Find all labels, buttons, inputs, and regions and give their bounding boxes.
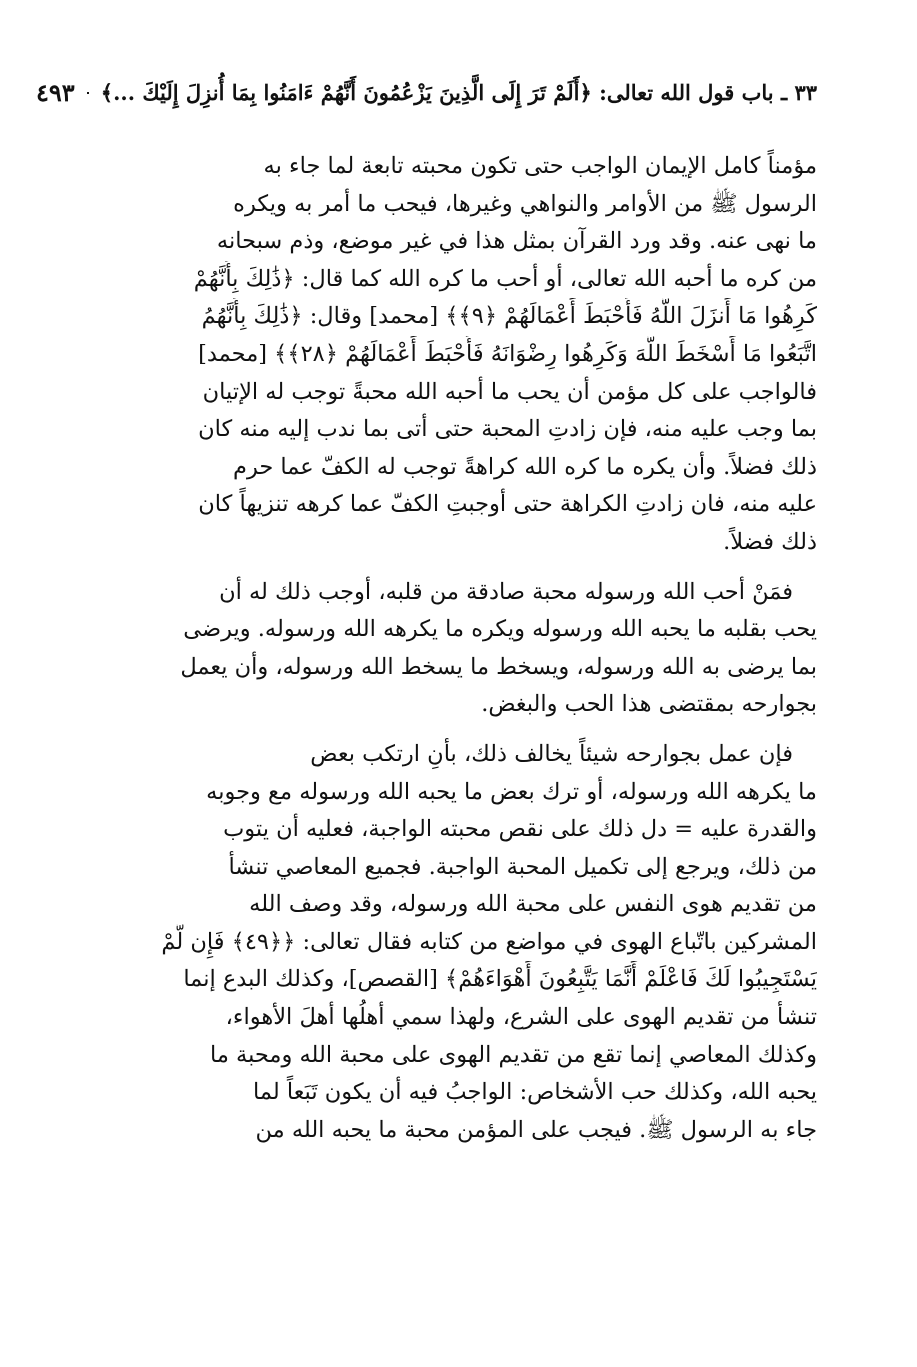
text-line: بجوارحه بمقتضى هذا الحب والبغض. [481,691,817,718]
text-line: ذلك فضلاً. [723,528,817,555]
text-line: وكذلك المعاصي إنما تقع من تقديم الهوى على محبة الله ومحبة ما [209,1041,817,1068]
quran-verse-line: يَسْتَجِيبُوا لَكَ فَاعْلَمْ أَنَّمَا يَتَّبِعُونَ أَهْوَاءَهُمْ﴾ [القصص]، وكذلك البدع إنما [183,966,817,993]
text-line: ما نهى عنه. وقد ورد القرآن بمثل هذا في غير موضع، وذم سبحانه [216,228,817,255]
paragraph-2 [100,574,817,724]
quran-verse-line: اتَّبَعُوا مَا أَسْخَطَ اللَّهَ وَكَرِهُوا رِضْوَانَهُ فَأَحْبَطَ أَعْمَالَهُمْ ﴿٢٨﴾﴾ [محمد] [198,340,817,367]
text-line: يحبه الله، وكذلك حب الأشخاص: الواجبُ فيه أن يكون تَبَعاً لما [252,1079,817,1106]
quran-verse-line: المشركين باتّباع الهوى في مواضع من كتابه فقال تعالى: ﴿﴿٤٩﴾ فَإِن لَّمْ [161,928,817,955]
text-line: من ذلك، ويرجع إلى تكميل المحبة الواجبة. فجميع المعاصي تنشأ [228,853,817,880]
chapter-title: ٣٣ ـ باب قول الله تعالى: ﴿أَلَمْ تَرَ إِلَى الَّذِينَ يَزْعُمُونَ أَنَّهُمْ ءَامَنُوا بِمَا أُنزِلَ إِلَيْكَ ...﴾ [100,80,817,105]
text-line: الرسول ﷺ من الأوامر والنواهي وغيرها، فيحب ما أمر به ويكره [233,190,817,217]
text-line: يحب بقلبه ما يحبه الله ورسوله ويكره ما يكرهه الله ورسوله. ويرضى [183,616,817,643]
running-header [36,78,817,107]
quran-verse-line: كَرِهُوا مَا أَنزَلَ اللَّهُ فَأَحْبَطَ أَعْمَالَهُمْ ﴿٩﴾﴾ [محمد] وقال: ﴿ذَٰلِكَ بِأَنَّهُمُ [201,303,817,330]
text-line: من تقديم هوى النفس على محبة الله ورسوله، وقد وصف الله [249,891,817,918]
text-line: والقدرة عليه = دل ذلك على نقص محبته الواجبة، فعليه أن يتوب [223,816,817,843]
text-line: عليه منه، فان زادتِ الكراهة حتى أوجبتِ الكفّ عما كرهه تنزيهاً كان [198,491,817,518]
paragraph-3 [100,736,817,1150]
page-number: ٤٩٣ [36,78,75,107]
paragraph-1 [100,148,817,562]
text-line: بما يرضى به الله ورسوله، ويسخط ما يسخط الله ورسوله، وأن يعمل [180,653,817,680]
text-line: فمَنْ أحب الله ورسوله محبة صادقة من قلبه، أوجب ذلك له أن [219,578,793,605]
text-line: جاء به الرسول ﷺ. فيجب على المؤمن محبة ما يحبه الله من [255,1116,817,1143]
header-rule [87,92,89,94]
text-line: مؤمناً كامل الإيمان الواجب حتى تكون محبته تابعة لما جاء به [263,153,817,179]
body-text [100,148,817,1149]
text-line: فالواجب على كل مؤمن أن يحب ما أحبه الله محبةً توجب له الإتيان [202,378,817,405]
text-line: ذلك فضلاً. وأن يكره ما كره الله كراهةً توجب له الكفّ عما حرم [233,453,817,480]
text-line: تنشأ من تقديم الهوى على الشرع، ولهذا سمي أهلُها أهلَ الأهواء، [225,1004,817,1031]
text-line: من كره ما أحبه الله تعالى، أو أحب ما كره الله كما قال: ﴿ذَٰلِكَ بِأَنَّهُمْ [193,265,817,292]
text-line: ما يكرهه الله ورسوله، أو ترك بعض ما يحبه الله ورسوله مع وجوبه [206,778,817,805]
text-line: فإن عمل بجوارحه شيئاً يخالف ذلك، بأنِ ارتكب بعض [310,740,793,767]
text-line: بما وجب عليه منه، فإن زادتِ المحبة حتى أتى بما ندب إليه منه كان [198,416,817,443]
